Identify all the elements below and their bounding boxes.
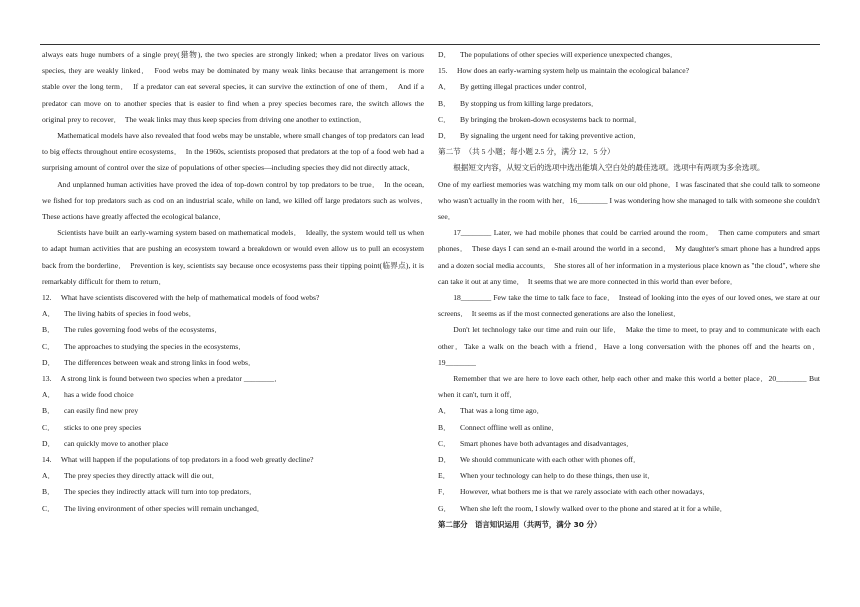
q12-option-a: A． The living habits of species in food webs． [42,309,197,319]
cloze-option-d: D． We should communicate with each other with phones off． [438,455,641,465]
q14-option-d: D． The populations of other species will experience unexpected changes． [438,50,678,59]
cloze-option-a: A． That was a long time ago． [438,406,545,416]
passage-paragraph-4: Scientists have built an early-warning system based on mathematical models． Ideally, the system would tell us when to adapt human activities that are pushing an ecosystem toward a breakdown or would even allow us to pull an ecosystem back from the borderline． Prevention is key, scientists say because once ecosystems pass their tipping point(临界点), it is remarkably difficult for them to return． [42,228,424,286]
section-2-instructions: 根据短文内容，从短文后的选项中选出能填入空白处的最佳选项。选项中有两项为多余选项。 [453,163,765,173]
q15-option-c: C． By bringing the broken-down ecosystems back to normal． [438,114,642,124]
passage-paragraph-1: always eats huge numbers of a single prey(猎物), the two species are strongly linked; when a predator lives on various species, they are weakly linked． Food webs may be dominated by many weak links because that arrangement is more stable over the long term． If a predator can eat several species, it can survive the extinction of one of them． And if a predator can move on to another species that is easier to find when a prey species becomes rare, the switch allows the original prey to recover． The weak links may thus keep species from driving one another to extinction． [42,50,424,124]
q12-option-b: B． The rules governing food webs of the ecosystems． [42,325,222,335]
top-rule [40,44,820,45]
section-2-heading: 第二节 （共 5 小题；每小题 2.5 分，满分 12．5 分） [438,147,615,157]
q13-option-b: B． can easily find new prey [42,406,139,416]
question-14: 14. What will happen if the populations of top predators in a food web greatly decline? [42,455,314,465]
cloze-paragraph-2: 17________ Later, we had mobile phones that could be carried around the room． Then came computers and smart phones． These days I can send an e-mail around the world in a second． My daughter's smart phone has a hundred apps and a dozen social media accounts． She stores all of her information in a mysterious place known as "the cloud", where she can take it out at any time． It seems that we are more connected in this world than ever before． [438,228,820,286]
cloze-option-e: E． When your technology can help to do these things, then use it． [438,471,655,481]
q12-option-c: C． The approaches to studying the species in the ecosystems． [42,341,246,351]
cloze-option-b: B． Connect offline well as online． [438,422,559,432]
q14-option-a: A． The prey species they directly attack will die out． [42,471,220,481]
cloze-paragraph-4: Don't let technology take our time and ruin our life． Make the time to meet, to pray and to communicate with each other．Take a walk on the beach with a friend．Have a long conversation with the phones off and the hearts on．19________ [438,325,820,367]
q13-option-c: C． sticks to one prey species [42,422,142,432]
right-column [438,47,820,533]
q15-option-a: A． By getting illegal practices under control． [438,82,592,92]
q13-option-a: A． has a wide food choice [42,390,134,400]
cloze-paragraph-5: Remember that we are here to love each other, help each other and make this world a better place．20________ But when it can't, turn it off． [438,374,820,400]
cloze-option-c: C． Smart phones have both advantages and disadvantages． [438,438,634,448]
q12-option-d: D． The differences between weak and strong links in food webs． [42,357,256,367]
passage-paragraph-2: Mathematical models have also revealed that food webs may be unstable, where small changes of top predators can lead to big effects throughout entire ecosystems． In the 1960s, scientists proposed that predators at the top of a food web had a surprising amount of control over the size of populations of other species—including species they did not directly attack． [42,131,424,173]
question-12: 12. What have scientists discovered with the help of mathematical models of food webs? [42,293,320,303]
q15-option-d: D． By signaling the urgent need for taking preventive action． [438,131,641,141]
q13-option-d: D． can quickly move to another place [42,438,169,448]
q14-option-c: C． The living environment of other species will remain unchanged． [42,503,265,513]
q14-option-b: B． The species they indirectly attack will turn into top predators． [42,487,257,497]
cloze-paragraph-3: 18________ Few take the time to talk face to face． Instead of looking into the eyes of our loved ones, we stare at our screens． It seems as if the most connected generations are also the loneliest． [438,293,820,319]
passage-paragraph-3: And unplanned human activities have proved the idea of top-down control by top predators to be true． In the ocean, we fished for top predators such as cod on an industrial scale, while on land, we killed off large predators such as wolves． These actions have greatly affected the ecological balance． [42,179,432,222]
cloze-option-g: G． When she left the room, I slowly walked over to the phone and stared at it for a while． [438,503,728,513]
cloze-option-f: F． However, what bothers me is that we rarely associate with each other nowadays． [438,487,710,497]
question-15: 15. How does an early-warning system help us maintain the ecological balance? [438,66,689,76]
q15-option-b: B． By stopping us from killing large predators． [438,98,599,108]
part-2-heading: 第二部分 语言知识运用（共两节，满分 30 分） [438,519,602,529]
cloze-paragraph-1: One of my earliest memories was watching my mom talk on our old phone．I was fascinated that she could talk to someone who wasn't actually in the room with her．16________ I was wondering how she managed to talk with someone she couldn't see． [438,179,820,222]
left-column [42,47,432,517]
question-13: 13. A strong link is found between two species when a predator ________． [42,374,282,384]
